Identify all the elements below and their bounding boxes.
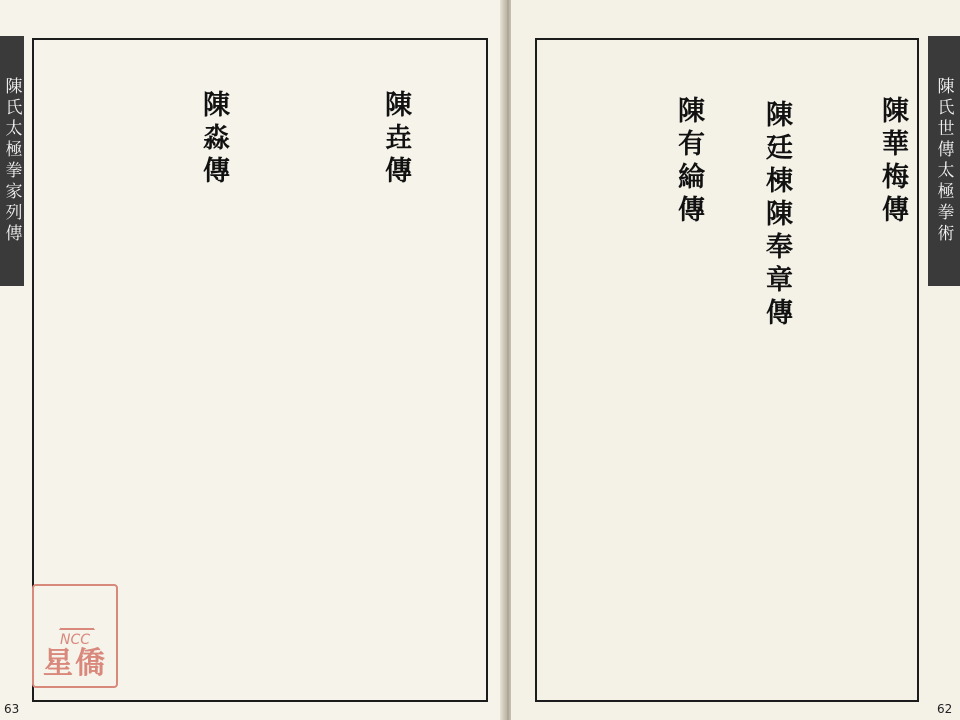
right-page-frame [535, 38, 919, 702]
heading-chen-yao: 陳垚傳 [380, 90, 411, 189]
left-page-number: 63 [4, 702, 20, 716]
stamp-mark: 星僑 [43, 646, 107, 681]
triangle-logo-icon [57, 604, 93, 628]
right-side-tab [928, 36, 960, 286]
heading-chen-huamei: 陳華梅傳 [877, 96, 908, 228]
heading-chen-youlun: 陳有綸傳 [673, 96, 704, 228]
heading-chen-miao: 陳淼傳 [198, 90, 229, 189]
ncc-watermark-stamp [32, 584, 118, 688]
right-page-number: 62 [937, 702, 953, 716]
stamp-brand: NCC [59, 632, 91, 648]
left-side-tab [0, 36, 24, 286]
right-page [511, 0, 960, 720]
left-side-tab-text: 陳氏太極拳家列傳 [1, 77, 22, 245]
heading-chen-tingdong-fengzhang: 陳廷棟陳奉章傳 [761, 100, 792, 331]
right-side-tab-text: 陳氏世傳太極拳術 [933, 77, 954, 245]
